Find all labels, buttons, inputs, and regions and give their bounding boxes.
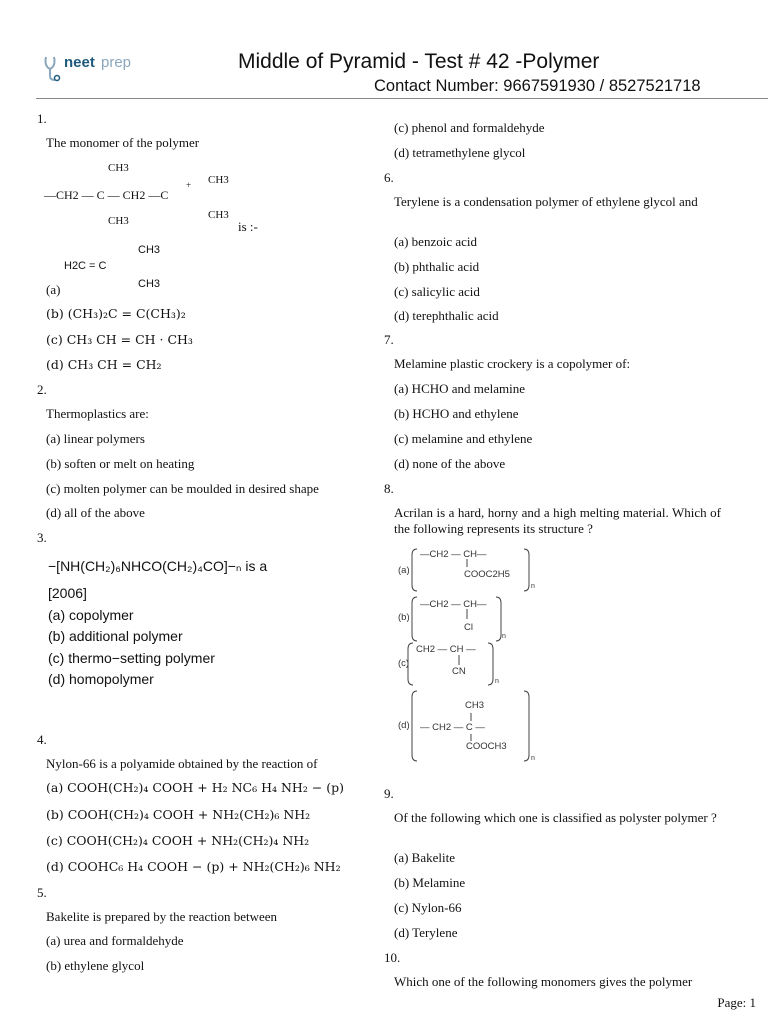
q1-polymer-structure: CH3 —CH2 — C — CH2 —C + CH3 CH3 CH3: [44, 162, 229, 227]
q4-option-d: (d) COOHC₆ H₄ COOH − (p) + NH₂(CH₂)₆ NH₂: [46, 859, 341, 874]
q1-option-a: (a): [46, 282, 61, 297]
q7-text: Melamine plastic crockery is a copolymer of:: [394, 356, 631, 371]
q6-option-b: (b) phthalic acid: [394, 259, 480, 274]
q9-option-c: (c) Nylon-66: [394, 900, 462, 915]
q10-text: Which one of the following monomers gives the polymer: [394, 974, 693, 989]
q6-option-d: (d) terephthalic acid: [394, 308, 499, 323]
q4-option-c: (c) COOH(CH₂)₄ COOH + NH₂(CH₂)₄ NH₂: [46, 833, 310, 848]
q2-option-b: (b) soften or melt on heating: [46, 456, 195, 471]
q3-option-a: (a) copolymer: [48, 607, 134, 623]
q2-option-d: (d) all of the above: [46, 505, 145, 520]
q5-option-b: (b) ethylene glycol: [46, 958, 145, 973]
q5-number: 5.: [37, 885, 47, 900]
q5-text: Bakelite is prepared by the reaction between: [46, 909, 278, 924]
q2-option-a: (a) linear polymers: [46, 431, 145, 446]
q9-option-a: (a) Bakelite: [394, 850, 455, 865]
q5-option-d: (d) tetramethylene glycol: [394, 145, 526, 160]
q7-option-d: (d) none of the above: [394, 456, 506, 471]
q9-option-b: (b) Melamine: [394, 875, 466, 890]
q5-option-a: (a) urea and formaldehyde: [46, 933, 184, 948]
q3-option-c: (c) thermo−setting polymer: [48, 650, 215, 666]
page-number: Page: 1: [717, 995, 756, 1010]
q3-option-b: (b) additional polymer: [48, 628, 183, 644]
q7-option-a: (a) HCHO and melamine: [394, 381, 526, 396]
contact-number: Contact Number: 9667591930 / 8527521718: [374, 77, 701, 95]
q8-structures: (a) —CH2 — CH— COOC2H5 n (b) —CH2 — CH— Cl n (c) CH2 — CH — CN n (d) CH3 — CH2 — C — COOCH3 n: [396, 545, 546, 770]
q2-text: Thermoplastics are:: [46, 406, 149, 421]
logo-prep-text: prep: [101, 54, 132, 71]
q7-option-b: (b) HCHO and ethylene: [394, 406, 519, 421]
q1-number: 1.: [37, 111, 47, 126]
q4-option-b: (b) COOH(CH₂)₄ COOH + NH₂(CH₂)₆ NH₂: [46, 807, 311, 822]
q2-option-c: (c) molten polymer can be moulded in desired shape: [46, 481, 319, 496]
q3-year: [2006]: [48, 585, 87, 601]
q4-number: 4.: [37, 732, 47, 747]
q3-number: 3.: [37, 530, 47, 545]
q6-option-a: (a) benzoic acid: [394, 234, 478, 249]
page-title: Middle of Pyramid - Test # 42 -Polymer: [238, 50, 600, 73]
q1-is: is :-: [238, 219, 258, 234]
q5-option-c: (c) phenol and formaldehyde: [394, 120, 545, 135]
q1-option-d: (d) CH₃ CH = CH₂: [46, 357, 162, 372]
q1-text: The monomer of the polymer: [46, 135, 200, 150]
q1-option-a-structure: H2C = C CH3 CH3: [64, 244, 161, 290]
q1-option-b: (b) (CH₃)₂C = C(CH₃)₂: [46, 306, 186, 321]
q3-option-d: (d) homopolymer: [48, 671, 154, 687]
q8-text: Acrilan is a hard, horny and a high melting material. Which of the following represents its structure ?: [394, 505, 721, 536]
q4-option-a: (a) COOH(CH₂)₄ COOH + H₂ NC₆ H₄ NH₂ − (p): [46, 780, 345, 795]
q9-option-d: (d) Terylene: [394, 925, 458, 940]
q6-number: 6.: [384, 170, 394, 185]
q3-formula: −[NH(CH₂)₆NHCO(CH₂)₄CO]−ₙ is a: [48, 558, 268, 574]
q9-number: 9.: [384, 786, 394, 801]
q10-number: 10.: [384, 950, 401, 965]
q6-text: Terylene is a condensation polymer of ethylene glycol and: [394, 194, 698, 209]
q2-number: 2.: [37, 382, 47, 397]
q9-text: Of the following which one is classified as polyster polymer ?: [394, 810, 717, 825]
q4-text: Nylon-66 is a polyamide obtained by the reaction of: [46, 756, 318, 771]
header-divider: [36, 98, 768, 99]
logo-neet-text: neet: [64, 54, 95, 71]
q7-number: 7.: [384, 332, 394, 347]
q7-option-c: (c) melamine and ethylene: [394, 431, 533, 446]
q1-option-c: (c) CH₃ CH = CH · CH₃: [46, 332, 193, 347]
q8-number: 8.: [384, 481, 394, 496]
q6-option-c: (c) salicylic acid: [394, 284, 480, 299]
